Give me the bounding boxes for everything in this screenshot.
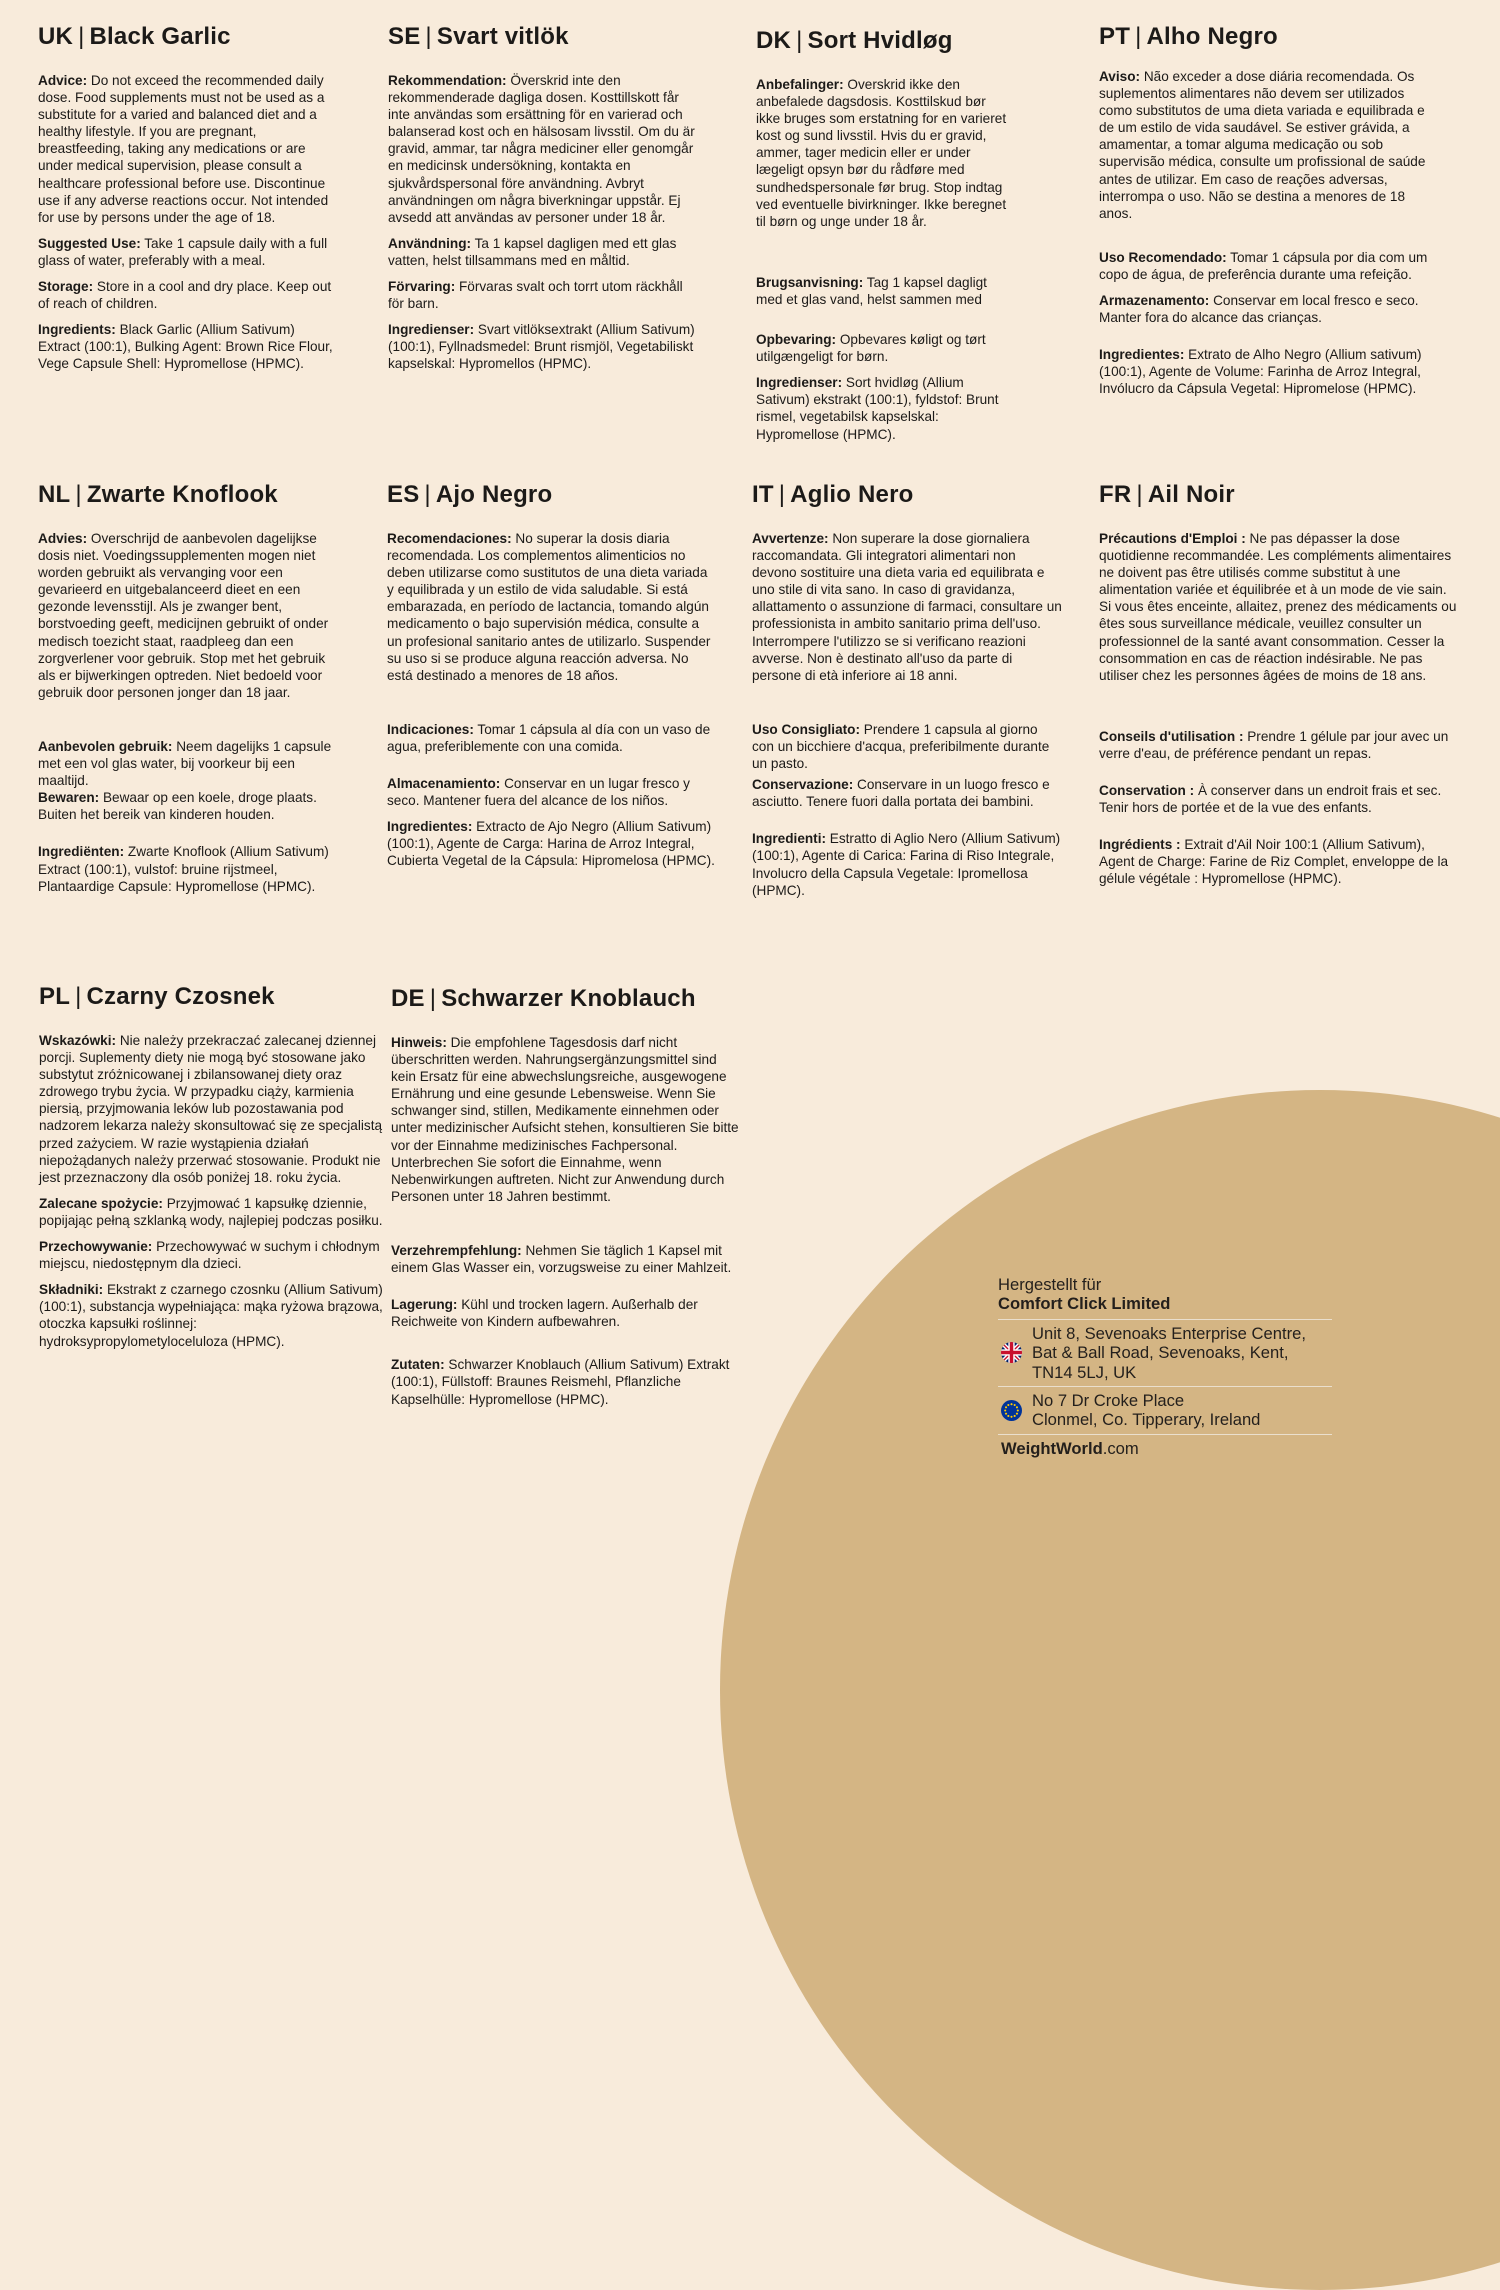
advice-paragraph: Advice: Do not exceed the recommended daily dose. Food supplements must not be used as a substitute for a varied and balanced diet and a healthy lifestyle. If you are pregnant, breastfeeding, taking any medications or are under medical supervision, please consult a healthcare professional before use. Discontinue use if any adverse reactions occur. Not intended for use by persons under the age of 18. bbox=[38, 73, 329, 225]
section-title: ES | Ajo Negro bbox=[387, 481, 553, 508]
ingredients-paragraph: Ingredientes: Extrato de Alho Negro (Allium sativum) (100:1), Agente de Volume: Farinha de Arroz Integral, Invólucro da Cápsula Vegetal: Hipromelose (HPMC). bbox=[1099, 347, 1422, 397]
section-title: PL | Czarny Czosnek bbox=[39, 983, 275, 1010]
ingredients-paragraph: Ingredientes: Extracto de Ajo Negro (Allium Sativum) (100:1), Agente de Carga: Harina de Arroz Integral, Cubierta Vegetal de la Cápsula: Hipromelosa (HPMC). bbox=[387, 819, 715, 869]
section-title: DK | Sort Hvidløg bbox=[756, 27, 953, 54]
storage-paragraph: Opbevaring: Opbevares køligt og tørt utilgængeligt for børn. bbox=[756, 332, 986, 365]
company-name: Comfort Click Limited bbox=[998, 1294, 1171, 1314]
usage-paragraph: Suggested Use: Take 1 capsule daily with a full glass of water, preferably with a meal. bbox=[38, 235, 328, 268]
advice-paragraph: Précautions d'Emploi : Ne pas dépasser la dose quotidienne recommandée. Les compléments alimentaires ne doivent pas être utilisés comme substitut à une alimentation variée et équilibrée et à un mode de vie sain. Si vous êtes enceinte, allaitez, prenez des médicaments ou êtes sous surveillance médicale, veuillez consulter un professionnel de la santé avant consommation. Cesser la consommation en cas de réaction indésirable. Ne pas utiliser chez les personnes âgées de moins de 18 ans. bbox=[1099, 531, 1457, 683]
uk-address: Unit 8, Sevenoaks Enterprise Centre, Bat & Ball Road, Sevenoaks, Kent, TN14 5LJ, UK bbox=[1032, 1323, 1306, 1382]
section-title: UK | Black Garlic bbox=[38, 23, 231, 50]
section-pl bbox=[39, 982, 384, 1350]
storage-paragraph: Lagerung: Kühl und trocken lagern. Außerhalb der Reichweite von Kindern aufbewahren. bbox=[391, 1297, 698, 1330]
storage-paragraph: Storage: Store in a cool and dry place. Keep out of reach of children. bbox=[38, 279, 332, 312]
advice-paragraph: Recomendaciones: No superar la dosis diaria recomendada. Los complementos alimenticios no deben utilizarse como sustitutos de una dieta variada y equilibrada y un estilo de vida saludable. Si está embarazada, en período de lactancia, tomando algún medicamento o bajo supervisión médica, consulte a un profesional sanitario antes de utilizarlo. Suspender su uso si se produce alguna reacción adversa. No está destinado a menores de 18 años. bbox=[387, 531, 711, 683]
section-title: SE | Svart vitlök bbox=[388, 23, 569, 50]
usage-paragraph: Indicaciones: Tomar 1 cápsula al día con un vaso de agua, preferiblemente con una comida. bbox=[387, 721, 711, 754]
ingredients-paragraph: Zutaten: Schwarzer Knoblauch (Allium Sativum) Extrakt (100:1), Füllstoff: Braunes Reismehl, Pflanzliche Kapselhülle: Hypromellose (HPMC). bbox=[391, 1357, 730, 1407]
section-title: IT | Aglio Nero bbox=[752, 481, 914, 508]
storage-paragraph: Conservation : À conserver dans un endroit frais et sec. Tenir hors de portée et de la vue des enfants. bbox=[1099, 783, 1442, 816]
advice-paragraph: Anbefalinger: Overskrid ikke den anbefalede dagsdosis. Kosttilskud bør ikke bruges som erstatning for en varieret kost og sund livsstil. Hvis du er gravid, ammer, tager medicin eller er under lægeligt opsyn bør du rådføre med sundhedspersonale før brug. Stop indtag ved eventuelle bivirkninger. Ikke beregnet til børn og unge under 18 år. bbox=[756, 77, 1007, 229]
section-title: NL | Zwarte Knoflook bbox=[38, 481, 278, 508]
ingredients-paragraph: Ingrediënten: Zwarte Knoflook (Allium Sativum) Extract (100:1), vulstof: bruine rijstmeel, Plantaardige Capsule: Hypromellose (HPMC). bbox=[38, 844, 329, 894]
decorative-circle bbox=[720, 1090, 1500, 2290]
manufacturer-info bbox=[998, 1275, 1332, 1458]
section-title: PT | Alho Negro bbox=[1099, 23, 1278, 50]
section-nl bbox=[38, 480, 340, 895]
usage-paragraph: Zalecane spożycie: Przyjmować 1 kapsułkę dziennie, popijając pełną szklanką wody, najlepiej podczas posiłku. bbox=[39, 1195, 383, 1228]
section-pt bbox=[1099, 22, 1429, 398]
uk-flag-icon bbox=[1001, 1342, 1022, 1363]
storage-paragraph: Förvaring: Förvaras svalt och torrt utom räckhåll för barn. bbox=[388, 279, 683, 312]
usage-paragraph: Verzehrempfehlung: Nehmen Sie täglich 1 Kapsel mit einem Glas Wasser ein, vorzugsweise zu einer Mahlzeit. bbox=[391, 1242, 732, 1276]
section-fr bbox=[1099, 480, 1459, 888]
storage-paragraph: Conservazione: Conservare in un luogo fresco e asciutto. Tenere fuori dalla portata dei bambini. bbox=[752, 777, 1050, 810]
storage-paragraph: Almacenamiento: Conservar en un lugar fresco y seco. Mantener fuera del alcance de los niños. bbox=[387, 776, 690, 809]
usage-paragraph: Uso Consigliato: Prendere 1 capsula al giorno con un bicchiere d'acqua, preferibilmente durante un pasto. bbox=[752, 721, 1050, 772]
advice-paragraph: Advies: Overschrijd de aanbevolen dagelijkse dosis niet. Voedingssupplementen mogen niet worden gebruikt als vervanging voor een gevarieerd en uitgebalanceerd dieet en een gezonde levensstijl. Als je zwanger bent, borstvoeding geeft, medicijnen gebruikt of onder medisch toezicht staat, raadpleeg dan een zorgverlener voor gebruik. Stop met het gebruik als er bijwerkingen optreden. Niet bedoeld voor gebruik door personen jonger dan 18 jaar. bbox=[38, 531, 329, 700]
uk-address-row bbox=[998, 1319, 1332, 1386]
usage-paragraph: Aanbevolen gebruik: Neem dagelijks 1 capsule met een vol glas water, bij voorkeur bij een maaltijd. bbox=[38, 738, 332, 789]
manufacturer-intro: Hergestellt für bbox=[998, 1275, 1102, 1294]
storage-paragraph: Armazenamento: Conservar em local fresco e seco. Manter fora do alcance das crianças. bbox=[1099, 293, 1419, 326]
ingredients-paragraph: Składniki: Ekstrakt z czarnego czosnku (Allium Sativum) (100:1), substancja wypełniająca: mąka ryżowa brązowa, otoczka kapsułki roślinnej: hydroksypropylometyloceluloza (HPMC). bbox=[39, 1282, 383, 1349]
section-title: FR | Ail Noir bbox=[1099, 481, 1235, 508]
advice-paragraph: Hinweis: Die empfohlene Tagesdosis darf nicht überschritten werden. Nahrungsergänzungsmittel sind kein Ersatz für eine abwechslungsreiche, ausgewogene Ernährung und eine gesunde Lebensweise. Wenn Sie schwanger sind, stillen, Medikamente einnehmen oder unter medizinischer Aufsicht stehen, konsultieren Sie bitte vor der Einnahme medizinisches Fachpersonal. Unterbrechen Sie sofort die Einnahme, wenn Nebenwirkungen auftreten. Nicht zur Anwendung durch Personen unter 18 Jahren bestimmt. bbox=[391, 1035, 739, 1204]
ingredients-paragraph: Ingredienti: Estratto di Aglio Nero (Allium Sativum) (100:1), Agente di Carica: Farina di Riso Integrale, Involucro della Capsula Vegetale: Ipromellosa (HPMC). bbox=[752, 831, 1061, 898]
storage-paragraph: Przechowywanie: Przechowywać w suchym i chłodnym miejscu, niedostępnym dla dzieci. bbox=[39, 1239, 380, 1272]
storage-paragraph: Bewaren: Bewaar op een koele, droge plaats. Buiten het bereik van kinderen houden. bbox=[38, 790, 317, 823]
ingredients-paragraph: Ingredients: Black Garlic (Allium Sativum) Extract (100:1), Bulking Agent: Brown Rice Flour, Vege Capsule Shell: Hypromellose (HPMC). bbox=[38, 322, 333, 372]
eu-address-row bbox=[998, 1386, 1332, 1434]
usage-paragraph: Brugsanvisning: Tag 1 kapsel dagligt med et glas vand, helst sammen med bbox=[756, 274, 987, 307]
ingredients-paragraph: Ingredienser: Sort hvidløg (Allium Sativum) ekstrakt (100:1), fyldstof: Brunt rismel, vegetabilsk kapselskal: Hypromellose (HPMC). bbox=[756, 375, 999, 442]
section-it bbox=[752, 480, 1062, 899]
section-dk bbox=[756, 26, 1012, 443]
advice-paragraph: Aviso: Não exceder a dose diária recomendada. Os suplementos alimentares não devem ser utilizados como substitutos de uma dieta variada e equilibrada e de um estilo de vida saudável. Se estiver grávida, a amamentar, a tomar alguma medicação ou sob supervisão médica, consulte um profissional de saúde antes de utilizar. Em caso de reações adversas, interrompa o uso. Não se destina a menores de 18 anos. bbox=[1099, 69, 1426, 221]
website: WeightWorld.com bbox=[998, 1434, 1332, 1458]
usage-paragraph: Användning: Ta 1 kapsel dagligen med ett glas vatten, helst tillsammans med en måltid. bbox=[388, 235, 677, 268]
section-title: DE | Schwarzer Knoblauch bbox=[391, 985, 696, 1012]
ingredients-paragraph: Ingrédients : Extrait d'Ail Noir 100:1 (Allium Sativum), Agent de Charge: Farine de Riz Complet, enveloppe de la gélule végétale : Hypromellose (HPMC). bbox=[1099, 837, 1449, 887]
section-de bbox=[391, 984, 741, 1408]
usage-paragraph: Uso Recomendado: Tomar 1 cápsula por dia com um copo de água, de preferência durante uma refeição. bbox=[1099, 249, 1428, 282]
eu-flag-icon bbox=[1001, 1400, 1022, 1421]
advice-paragraph: Avvertenze: Non superare la dose giornaliera raccomandata. Gli integratori alimentari non devono sostituire una dieta varia ed equilibrata e uno stile di vita sano. In caso di gravidanza, allattamento o assunzione di farmaci, consultare un professionista in ambito sanitario prima dell'uso. Interrompere l'utilizzo se si verificano reazioni avverse. Non è destinato all'uso da parte di persone di età inferiore ai 18 anni. bbox=[752, 531, 1062, 683]
section-se bbox=[388, 22, 698, 373]
section-uk bbox=[38, 22, 338, 373]
section-es bbox=[387, 480, 715, 870]
usage-paragraph: Conseils d'utilisation : Prendre 1 gélule par jour avec un verre d'eau, de préférence pendant un repas. bbox=[1099, 728, 1449, 761]
advice-paragraph: Wskazówki: Nie należy przekraczać zalecanej dziennej porcji. Suplementy diety nie mogą być stosowane jako substytut zróżnicowanej i zbilansowanej diety oraz zdrowego trybu życia. W przypadku ciąży, karmienia piersią, przyjmowania leków lub pozostawania pod nadzorem lekarza należy skonsultować się ze specjalistą przed zażyciem. W razie wystąpienia działań niepożądanych należy przerwać stosowanie. Produkt nie jest przeznaczony dla osób poniżej 18. roku życia. bbox=[39, 1033, 383, 1185]
ingredients-paragraph: Ingredienser: Svart vitlöksextrakt (Allium Sativum) (100:1), Fyllnadsmedel: Brunt rismjöl, Vegetabiliskt kapselskal: Hypromellos (HPMC). bbox=[388, 322, 695, 372]
eu-address: No 7 Dr Croke Place Clonmel, Co. Tipperary, Ireland bbox=[1032, 1391, 1261, 1430]
advice-paragraph: Rekommendation: Överskrid inte den rekommenderade dagliga dosen. Kosttillskott får inte användas som ersättning för en varierad och balanserad kost och en hälsosam livsstil. Om du är gravid, ammar, tar några mediciner eller genomgår en medicinsk undersökning, kontakta en sjukvårdspersonal före användning. Avbryt användningen om några biverkningar uppstår. Ej avsedd att användas av personer under 18 år. bbox=[388, 73, 695, 225]
